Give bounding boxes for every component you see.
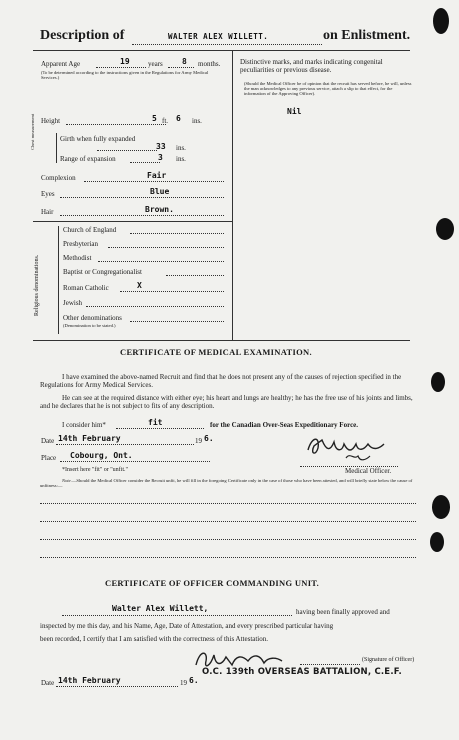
consider-suffix: for the Canadian Over-Seas Expeditionary Force. <box>210 421 359 429</box>
marks-note: (Should the Medical Officer be of opinion that the recruit has served before, he will, unless the man acknowledges to any previous service, attach a slip to that effect, for the information of the Approving Officer). <box>244 81 412 96</box>
consider-prefix: I consider him* <box>62 421 106 429</box>
chest-girth-label: Girth when fully expanded <box>60 135 136 143</box>
religion-other: Other denominations <box>63 314 122 322</box>
age-years: 19 <box>120 57 130 66</box>
chest-side-label: Chest measurement <box>30 113 35 150</box>
medical-officer-label: Medical Officer. <box>345 467 392 475</box>
unfit-cause-line-3 <box>40 539 416 540</box>
medical-date-label: Date <box>41 437 55 445</box>
commanding-line1-suffix: having been finally approved and <box>296 608 390 616</box>
medical-note-text: —Should the Medical Officer consider the Recruit unfit, he will fill in the foregoing Certificate only in the case of those who have been attested, and will briefly state below the cause of unfitness:— <box>40 478 413 488</box>
medical-para1: I have examined the above-named Recruit and find that he does not present any of the causes of rejection specified in the Regulations for Army Medical Services. <box>40 373 402 389</box>
hair-value: Brown. <box>145 205 174 214</box>
commanding-signature-role: (Signature of Officer) <box>362 657 415 663</box>
commanding-heading: CERTIFICATE OF OFFICER COMMANDING UNIT. <box>105 578 320 588</box>
age-months-label: months. <box>198 60 221 68</box>
medical-officer-signature <box>300 430 400 466</box>
medical-footnote: *Insert here "fit" or "unfit." <box>62 467 128 473</box>
unfit-cause-line-2 <box>40 521 416 522</box>
complexion-value: Fair <box>147 171 167 180</box>
marks-heading: Distinctive marks, and marks indicating congenital peculiarities or previous disease. <box>240 58 383 74</box>
age-months: 8 <box>182 57 187 66</box>
religion-other-note: (Denomination to be stated.) <box>63 323 116 328</box>
unfit-cause-line-4 <box>40 557 416 558</box>
religion-jewish: Jewish <box>63 299 83 307</box>
chest-girth-unit: ins. <box>176 144 186 152</box>
punch-hole-middle <box>431 372 445 392</box>
medical-year-suffix: 6. <box>204 434 214 443</box>
medical-year-prefix: 19 <box>195 437 202 445</box>
religion-church-of-england: Church of England <box>63 226 117 234</box>
medical-note <box>40 478 420 488</box>
age-years-label: years <box>148 60 163 68</box>
height-ft-label: ft. <box>162 117 169 125</box>
medical-date-value: 14th February <box>58 434 121 443</box>
commanding-recruit-name: Walter Alex Willett, <box>112 604 209 613</box>
recruit-name: WALTER ALEX WILLETT. <box>168 32 269 41</box>
commanding-date-label: Date <box>41 679 55 687</box>
marks-value: Nil <box>287 107 302 116</box>
medical-place-value: Cobourg, Ont. <box>70 451 133 460</box>
medical-heading: CERTIFICATE OF MEDICAL EXAMINATION. <box>120 347 312 357</box>
hair-label: Hair <box>41 208 54 216</box>
chest-girth: 33 <box>156 142 166 151</box>
punch-hole-bottom <box>430 532 444 552</box>
commanding-year-suffix: 6. <box>189 676 199 685</box>
religion-roman-catholic: Roman Catholic <box>63 284 109 292</box>
height-ins: 6 <box>176 114 181 123</box>
eyes-label: Eyes <box>41 190 55 198</box>
age-label: Apparent Age <box>41 60 81 68</box>
chest-range-label: Range of expansion <box>60 155 116 163</box>
commanding-stamp: O.C. 139th OVERSEAS BATTALION, C.E.F. <box>202 667 402 677</box>
height-ft: 5 <box>152 114 157 123</box>
medical-note-label: Note. <box>62 478 72 483</box>
medical-fit: fit <box>148 418 163 427</box>
medical-place-label: Place <box>41 454 57 462</box>
commanding-line2: inspected by me this day, and his Name, Age, Date of Attestation, and every prescribed particular having <box>40 622 334 630</box>
medical-para2: He can see at the required distance with either eye; his heart and lungs are healthy; he has the free use of his joints and limbs, and he declares that he is not subject to fits of any description. <box>40 394 413 410</box>
chest-range-unit: ins. <box>176 155 186 163</box>
religion-methodist: Methodist <box>63 254 92 262</box>
height-ins-label: ins. <box>192 117 202 125</box>
religion-baptist: Baptist or Congregationalist <box>63 268 142 276</box>
title-suffix: on Enlistment. <box>323 28 411 43</box>
punch-hole-lower <box>432 495 450 519</box>
title-prefix: Description of <box>40 28 125 43</box>
commanding-year-prefix: 19 <box>180 679 187 687</box>
religion-presbyterian: Presbyterian <box>63 240 98 248</box>
eyes-value: Blue <box>150 187 170 196</box>
complexion-label: Complexion <box>41 174 76 182</box>
punch-hole-top <box>433 8 449 34</box>
chest-range: 3 <box>158 153 163 162</box>
height-label: Height <box>41 117 61 125</box>
punch-hole-upper <box>436 218 454 240</box>
form-title <box>40 28 124 44</box>
commanding-line3: been recorded, I certify that I am satisfied with the correctness of this Attestation. <box>40 635 269 643</box>
age-note: (To be determined according to the instructions given in the Regulations for Army Medical Services.) <box>41 70 209 80</box>
religion-side-label: Religious denominations. <box>34 254 40 316</box>
unfit-cause-line-1 <box>40 503 416 504</box>
religion-roman-catholic-mark: X <box>137 281 142 290</box>
commanding-date-value: 14th February <box>58 676 121 685</box>
